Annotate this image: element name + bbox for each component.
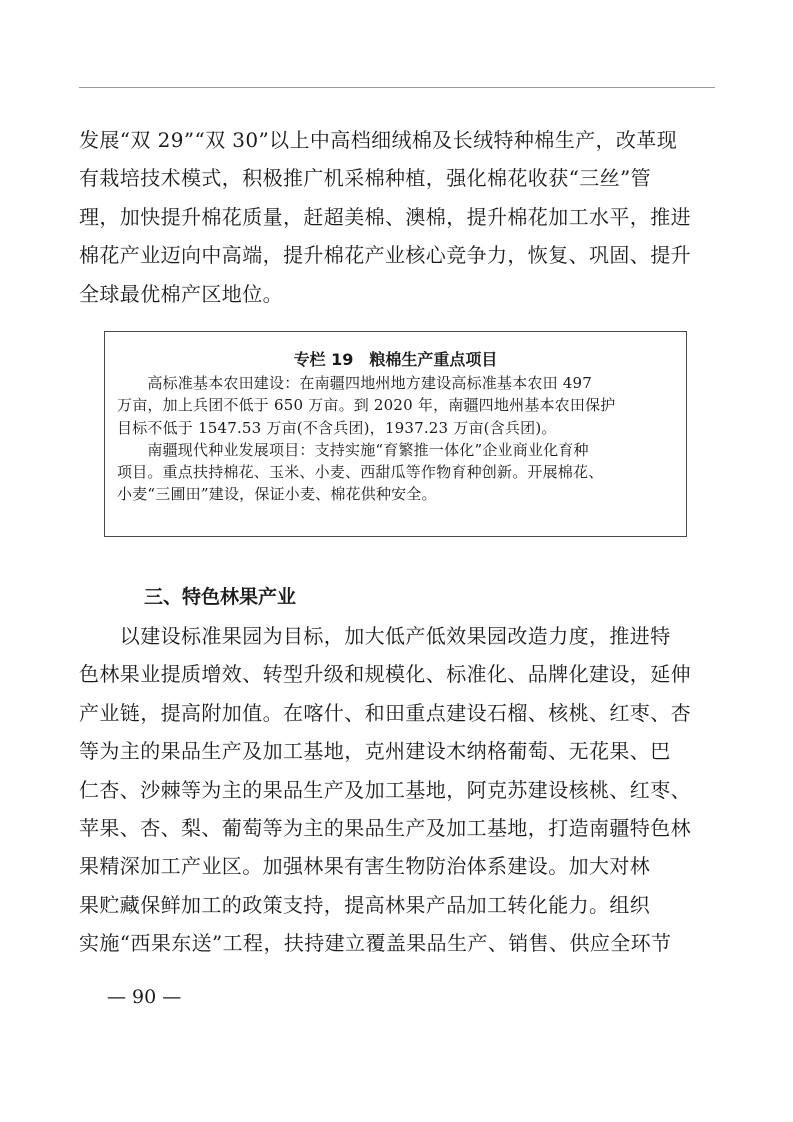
- paragraph-forest-fruit: [79, 617, 719, 963]
- paragraph-line: 理，加快提升棉花质量，赶超美棉、澳棉，提升棉花加工水平，推进: [79, 204, 691, 229]
- column-box-line: 项目。重点扶持棉花、玉米、小麦、西甜瓜等作物育种创新。开展棉花、: [117, 463, 604, 482]
- column-box-title: 专栏 19 粮棉生产重点项目: [293, 350, 498, 369]
- paragraph-cotton-production: [79, 121, 719, 313]
- paragraph-line: 色林果业提质增效、转型升级和规模化、标准化、品牌化建设，延伸: [79, 662, 691, 687]
- paragraph-line: 苹果、杏、梨、葡萄等为主的果品生产及加工基地，打造南疆特色林: [79, 815, 691, 840]
- paragraph-line: 棉花产业迈向中高端，提升棉花产业核心竞争力，恢复、巩固、提升: [79, 243, 691, 268]
- column-box-line: 万亩，加上兵团不低于 650 万亩。到 2020 年，南疆四地州基本农田保护: [117, 396, 616, 415]
- paragraph-line: 有栽培技术模式，积极推广机采棉种植，强化棉花收获“三丝”管: [79, 166, 652, 191]
- paragraph-line: 果贮藏保鲜加工的政策支持，提高林果产品加工转化能力。组织: [79, 892, 651, 917]
- paragraph-line: 产业链，提高附加值。在喀什、和田重点建设石榴、核桃、红枣、杏: [79, 700, 691, 725]
- paragraph-line: 果精深加工产业区。加强林果有害生物防治体系建设。加大对林: [79, 854, 651, 879]
- section-heading: 三、特色林果产业: [144, 586, 297, 608]
- paragraph-line: 以建设标准果园为目标，加大低产低效果园改造力度，推进特: [79, 624, 671, 648]
- column-box-line: 目标不低于 1547.53 万亩(不含兵团)，1937.23 万亩(含兵团)。: [117, 418, 557, 437]
- paragraph-line: 等为主的果品生产及加工基地，克州建设木纳格葡萄、无花果、巴: [79, 739, 671, 764]
- header-rule: [79, 87, 715, 88]
- column-box-line: 南疆现代种业发展项目：支持实施“育繁推一体化”企业商业化育种: [117, 440, 589, 459]
- column-box-19: [104, 331, 687, 537]
- paragraph-line: 仁杏、沙棘等为主的果品生产及加工基地，阿克苏建设核桃、红枣、: [79, 777, 691, 802]
- paragraph-line: 全球最优棉产区地位。: [79, 281, 283, 306]
- paragraph-line: 实施“西果东送”工程，扶持建立覆盖果品生产、销售、供应全环节: [79, 931, 672, 956]
- column-box-line: 高标准基本农田建设：在南疆四地州地方建设高标准基本农田 497: [117, 374, 593, 392]
- column-box-line: 小麦“三圃田”建设，保证小麦、棉花供种安全。: [117, 485, 437, 504]
- paragraph-line: 发展“双 29”“双 30”以上中高档细绒棉及长绒特种棉生产，改革现: [79, 128, 678, 152]
- column-box-body: [117, 372, 682, 506]
- page-number: — 90 —: [107, 986, 182, 1008]
